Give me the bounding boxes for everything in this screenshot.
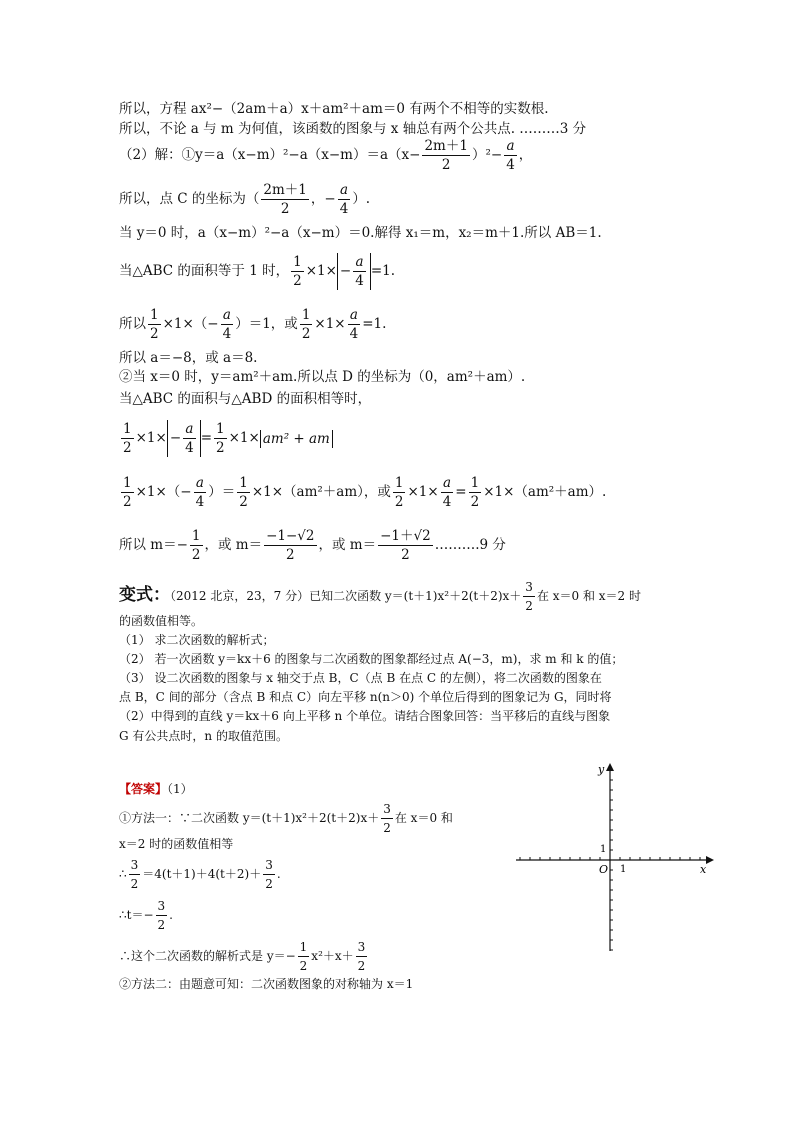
numerator: a — [183, 420, 196, 439]
text: =1. — [370, 263, 396, 279]
question-1: （1） 求二次函数的解析式； — [119, 633, 275, 647]
fraction — [221, 306, 234, 343]
text-line: 所以，方程 ax²−（2am＋a）x＋am²＋am＝0 有两个不相等的实数根. — [119, 101, 549, 117]
text: ×1× — [314, 316, 346, 332]
numerator: a — [221, 306, 234, 325]
denominator: 4 — [349, 326, 359, 342]
numerator: 3 — [381, 800, 393, 819]
numerator: a — [194, 474, 207, 493]
text: ∴这个二次函数的解析式是 y＝− — [119, 949, 296, 963]
text: . — [169, 908, 173, 922]
question-3-cont: （2）中得到的直线 y＝kx＋6 向上平移 n 个单位。请结合图象回答：当平移后的直线与图象 — [119, 709, 611, 723]
variant-intro — [119, 578, 641, 615]
text: 所以 — [119, 316, 146, 332]
y-axis-label: y — [598, 763, 605, 776]
math-line — [119, 938, 369, 975]
fraction — [469, 474, 482, 511]
answer-header — [119, 780, 193, 798]
y-tick-label: 1 — [600, 844, 607, 855]
denominator: 2 — [394, 494, 404, 510]
text: ，或 m＝ — [318, 537, 377, 553]
fraction — [353, 253, 366, 290]
math-line — [119, 137, 532, 174]
numerator: 3 — [523, 578, 535, 597]
text-line: 所以 a＝−8，或 a＝8. — [119, 350, 258, 366]
denominator: 2 — [357, 959, 366, 973]
denominator: 2 — [286, 547, 295, 563]
fraction — [393, 474, 406, 511]
fraction — [263, 856, 275, 893]
text: ①方法一：∵二次函数 y＝(t＋1)x²＋2(t＋2)x＋ — [119, 811, 380, 825]
numerator: 1 — [301, 307, 311, 323]
question-3-cont: 点 B，C 间的部分（含点 B 和点 C）向左平移 n(n＞0) 个单位后得到的图象记为 G，同时将 — [119, 690, 612, 704]
text: （1） — [167, 782, 193, 796]
text: ∴t＝− — [119, 908, 154, 922]
text: ×1× — [228, 430, 260, 446]
math-line — [119, 527, 506, 564]
denominator: 2 — [216, 440, 225, 456]
text: =1. — [362, 316, 387, 332]
text: ×1×（am²＋am），或 — [251, 484, 391, 500]
text-line: 的函数值相等。 — [119, 614, 204, 628]
numerator: 3 — [263, 856, 275, 875]
denominator: 2 — [123, 494, 132, 510]
fraction — [441, 474, 454, 511]
text: ）＝1，或 — [235, 316, 298, 332]
numerator: 1 — [123, 421, 132, 437]
numerator: 3 — [156, 897, 168, 916]
fraction — [183, 420, 196, 457]
denominator: 2 — [299, 959, 308, 973]
text: ×1× — [135, 430, 167, 446]
question-3: （3） 设二次函数的图象与 x 轴交于点 B，C（点 B 在点 C 的左侧），将二次函数的图象在 — [119, 671, 602, 685]
answer-label: 【答案】 — [119, 782, 168, 796]
text: ，− — [310, 191, 336, 207]
fraction — [261, 181, 308, 218]
denominator: 2 — [280, 201, 290, 217]
text: ， — [518, 147, 533, 163]
numerator: 1 — [298, 938, 310, 957]
numerator: 1 — [394, 475, 404, 491]
text: . — [276, 867, 281, 881]
absolute-value: − $\frac{a}{4}$ — [167, 420, 201, 457]
text-line: 当 y＝0 时，a（x−m）²−a（x−m）＝0.解得 x₁＝m，x₂＝m＋1.所以 AB＝1. — [119, 225, 602, 241]
text: ∴ — [119, 867, 127, 881]
denominator: 2 — [301, 326, 311, 342]
denominator: 4 — [185, 440, 194, 456]
text: = — [455, 484, 467, 500]
text: ……….9 分 — [434, 537, 506, 553]
denominator: 4 — [506, 157, 515, 173]
fraction — [338, 181, 351, 218]
denominator: 2 — [150, 326, 159, 342]
fraction — [148, 306, 161, 343]
fraction — [121, 420, 134, 457]
text: 所以 m＝− — [119, 537, 188, 553]
fraction — [264, 527, 316, 564]
denominator: 4 — [442, 494, 452, 510]
numerator: −1＋√2 — [380, 528, 431, 544]
denominator: 4 — [222, 326, 232, 342]
fraction — [422, 137, 469, 174]
numerator: 1 — [150, 307, 159, 323]
denominator: 2 — [293, 273, 302, 289]
fraction — [378, 527, 433, 564]
numerator: 3 — [356, 938, 368, 957]
numerator: 1 — [239, 475, 248, 491]
text: （2012 北京，23，7 分）已知二次函数 y＝(t＋1)x²＋2(t＋2)x＋ — [170, 589, 522, 603]
fraction — [121, 474, 134, 511]
text: ×1×（− — [135, 484, 192, 500]
text-line: ②当 x＝0 时，y＝am²＋am.所以点 D 的坐标为（0，am²＋am）. — [119, 369, 526, 385]
text: 所以，点 C 的坐标为（ — [119, 191, 260, 207]
numerator: 1 — [293, 254, 302, 270]
numerator: 3 — [129, 856, 141, 875]
question-2: （2） 若一次函数 y＝kx＋6 的图象与二次函数的图象都经过点 A(−3，m)，求 m 和 k 的值； — [119, 652, 624, 666]
denominator: 2 — [441, 157, 451, 173]
denominator: 2 — [383, 821, 391, 835]
text: 在 x＝0 和 — [394, 811, 453, 825]
text: ×1× — [407, 484, 439, 500]
fraction — [298, 938, 310, 975]
math-line — [119, 181, 370, 218]
text: ×1× — [305, 263, 337, 279]
denominator: 2 — [525, 599, 533, 613]
numerator: a — [338, 181, 351, 200]
numerator: 1 — [123, 475, 132, 491]
denominator: 4 — [195, 494, 205, 510]
text-line: ②方法二：由题意可知：二次函数图象的对称轴为 x＝1 — [119, 977, 414, 991]
denominator: 2 — [123, 440, 132, 456]
text-line: x＝2 时的函数值相等 — [119, 837, 234, 851]
text: x²＋x＋ — [311, 949, 354, 963]
text: ）. — [352, 191, 371, 207]
denominator: 4 — [355, 273, 364, 289]
fraction — [129, 856, 141, 893]
denominator: 2 — [157, 918, 166, 932]
absolute-value: am² + am — [260, 430, 333, 448]
denominator: 2 — [265, 877, 273, 891]
math-line — [119, 253, 395, 290]
fraction — [156, 897, 168, 934]
numerator: 2m＋1 — [424, 138, 468, 154]
numerator: a — [441, 474, 454, 493]
fraction — [504, 137, 517, 174]
denominator: 4 — [339, 201, 349, 217]
text: = — [200, 430, 213, 446]
fraction — [190, 527, 203, 564]
denominator: 2 — [401, 547, 410, 563]
fraction — [381, 800, 393, 837]
numerator: −1−√2 — [266, 528, 315, 544]
text: ，或 m＝ — [204, 537, 263, 553]
coordinate-axes — [510, 755, 720, 960]
numerator: 2m＋1 — [263, 182, 307, 198]
text: ×1×（am²＋am）. — [483, 484, 607, 500]
text: ）＝ — [208, 484, 236, 500]
text-line: 所以，不论 a 与 m 为何值，该函数的图象与 x 轴总有两个公共点. ………3 分 — [119, 121, 587, 137]
text: （2）解：①y＝a（x−m）²−a（x−m）＝a（x− — [119, 147, 421, 163]
fraction — [237, 474, 250, 511]
fraction — [523, 578, 535, 615]
absolute-value: − $\frac{a}{4}$ — [337, 253, 371, 290]
math-line — [119, 800, 453, 837]
fraction — [356, 938, 368, 975]
fraction — [194, 474, 207, 511]
x-tick-label: 1 — [620, 864, 627, 875]
text: ×1×（− — [162, 316, 219, 332]
fraction — [300, 306, 313, 343]
numerator: 1 — [470, 475, 480, 491]
math-line — [119, 897, 173, 934]
y-axis — [606, 763, 614, 951]
variant-title: 变式： — [119, 585, 170, 605]
origin-label: O — [599, 863, 609, 876]
math-line — [119, 856, 281, 893]
text: 在 x＝0 和 x＝2 时 — [536, 589, 642, 603]
fraction — [214, 420, 227, 457]
text: 当△ABC 的面积等于 1 时， — [119, 263, 290, 279]
numerator: 1 — [191, 528, 201, 544]
denominator: 2 — [130, 877, 139, 891]
numerator: a — [348, 306, 361, 325]
question-3-cont: G 有公共点时，n 的取值范围。 — [119, 729, 288, 743]
math-line — [119, 474, 606, 511]
denominator: 2 — [239, 494, 248, 510]
fraction — [291, 253, 304, 290]
denominator: 2 — [191, 547, 201, 563]
x-axis-label: x — [700, 863, 707, 876]
text: ＝4(t＋1)＋4(t＋2)＋ — [142, 867, 262, 881]
text-line: 当△ABC 的面积与△ABD 的面积相等时， — [119, 391, 372, 407]
numerator: a — [353, 253, 366, 272]
fraction — [348, 306, 361, 343]
math-line — [119, 420, 333, 457]
text: ）²− — [471, 147, 503, 163]
math-line — [119, 306, 386, 343]
numerator: a — [504, 137, 517, 156]
x-axis — [516, 856, 714, 864]
denominator: 2 — [470, 494, 480, 510]
numerator: 1 — [216, 421, 225, 437]
